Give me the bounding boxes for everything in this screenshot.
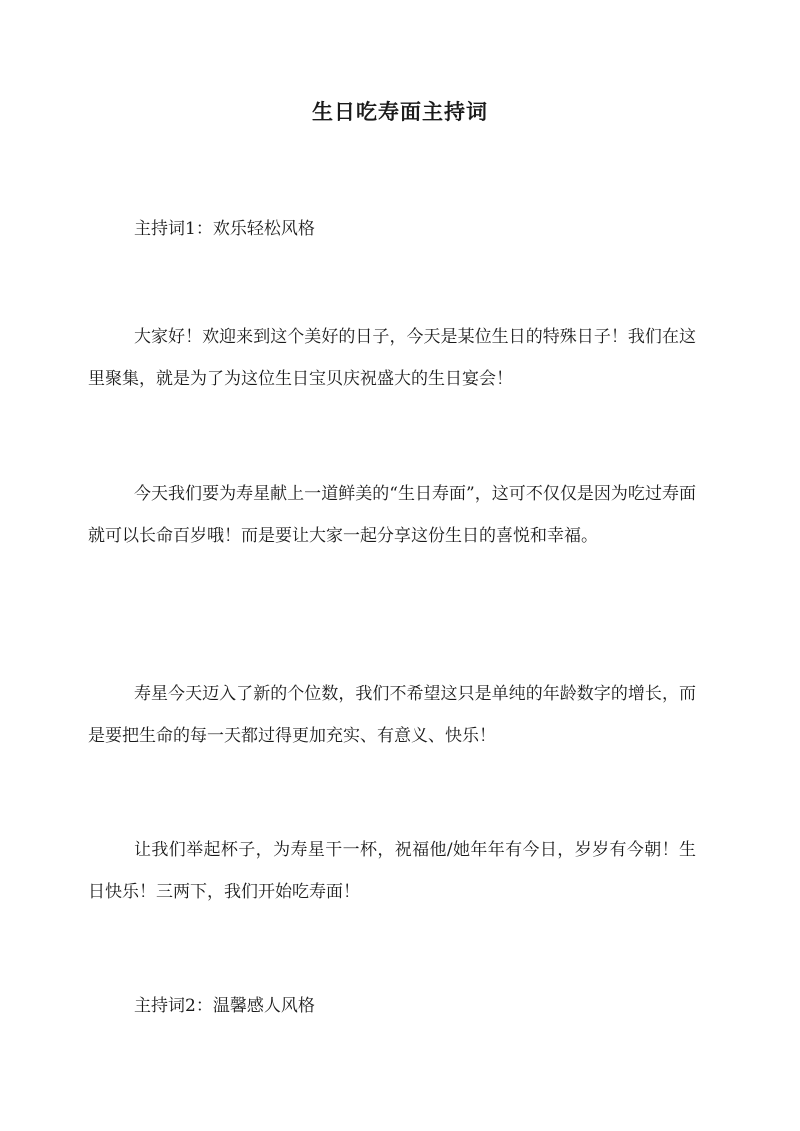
paragraph-4: 让我们举起杯子，为寿星干一杯，祝福他/她年年有今日，岁岁有今朝！生日快乐！三两下，我们开始吃寿面！ (88, 840, 696, 902)
section-heading-1: 主持词1：欢乐轻松风格 (134, 219, 315, 239)
paragraph-1: 大家好！欢迎来到这个美好的日子，今天是某位生日的特殊日子！我们在这里聚集，就是为了为这位生日宝贝庆祝盛大的生日宴会！ (88, 327, 696, 389)
paragraph-3: 寿星今天迈入了新的个位数，我们不希望这只是单纯的年龄数字的增长，而是要把生命的每一天都过得更加充实、有意义、快乐！ (88, 684, 696, 746)
document-title: 生日吃寿面主持词 (312, 99, 488, 124)
paragraph-2: 今天我们要为寿星献上一道鲜美的“生日寿面”，这可不仅仅是因为吃过寿面就可以长命百岁哦！而是要让大家一起分享这份生日的喜悦和幸福。 (88, 484, 696, 546)
section-heading-2: 主持词2：温馨感人风格 (134, 996, 315, 1016)
